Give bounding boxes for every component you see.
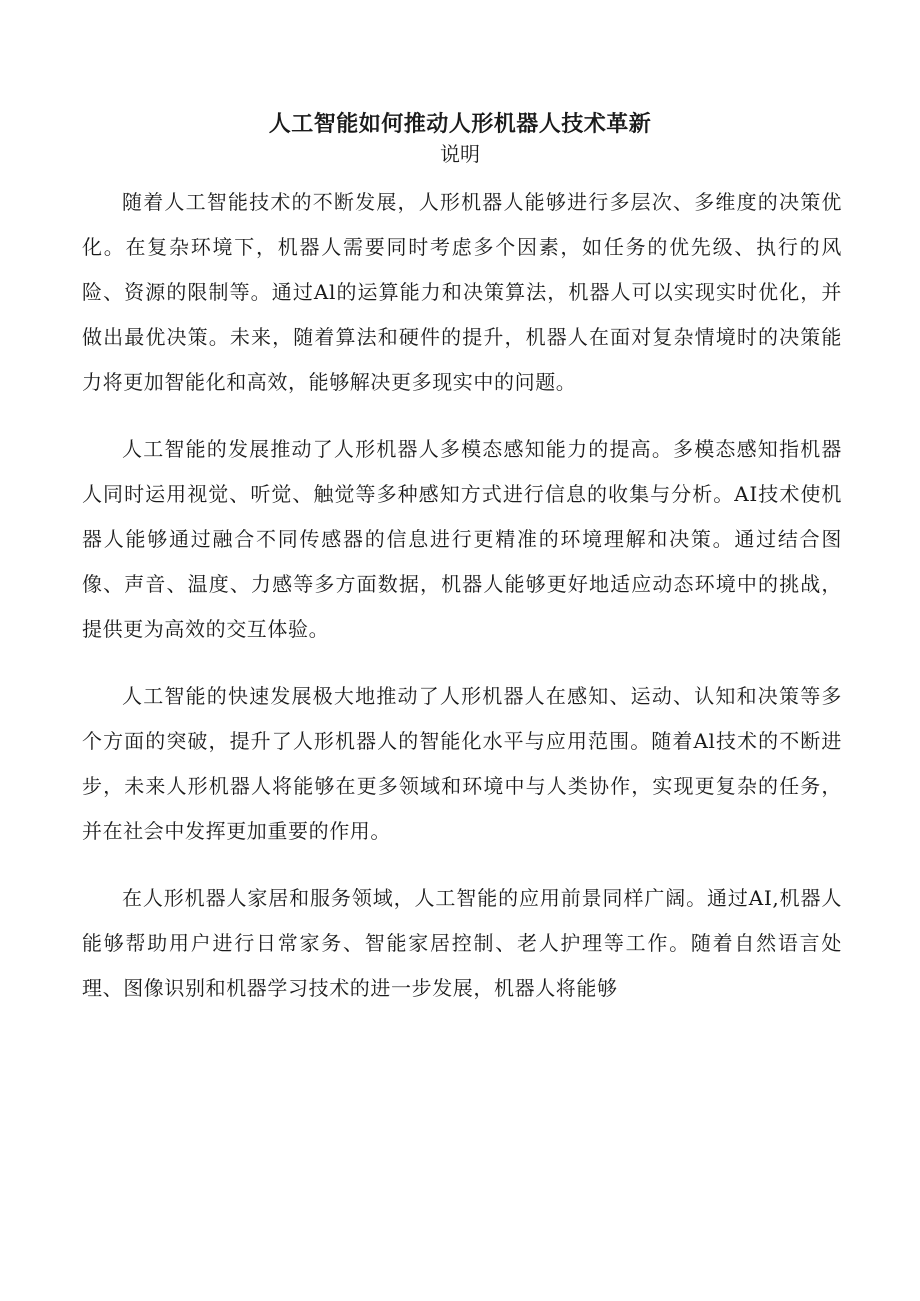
document-subtitle: 说明 bbox=[440, 142, 480, 166]
document-title: 人工智能如何推动人形机器人技术革新 bbox=[268, 111, 652, 137]
paragraph-1: 随着人工智能技术的不断发展，人形机器人能够进行多层次、多维度的决策优化。在复杂环境下，机器人需要同时考虑多个因素，如任务的优先级、执行的风险、资源的限制等。通过Al的运算能力和决策算法，机器人可以实现实时优化，并做出最优决策。未来，随着算法和硬件的提升，机器人在面对复杂情境时的决策能力将更加智能化和高效，能够解决更多现实中的问题。 bbox=[82, 190, 842, 394]
paragraph-3: 人工智能的快速发展极大地推动了人形机器人在感知、运动、认知和决策等多个方面的突破，提升了人形机器人的智能化水平与应用范围。随着Al技术的不断进步，未来人形机器人将能够在更多领域和环境中与人类协作，实现更复杂的任务，并在社会中发挥更加重要的作用。 bbox=[82, 684, 842, 843]
document-body bbox=[82, 180, 842, 1033]
paragraph-4: 在人形机器人家居和服务领域，人工智能的应用前景同样广阔。通过AI,机器人能够帮助用户进行日常家务、智能家居控制、老人护理等工作。随着自然语言处理、图像识别和机器学习技术的进一步发展，机器人将能够 bbox=[82, 886, 842, 1000]
paragraph-2: 人工智能的发展推动了人形机器人多模态感知能力的提高。多模态感知指机器人同时运用视觉、听觉、触觉等多种感知方式进行信息的收集与分析。AI技术使机器人能够通过融合不同传感器的信息进行更精准的环境理解和决策。通过结合图像、声音、温度、力感等多方面数据，机器人能够更好地适应动态环境中的挑战，提供更为高效的交互体验。 bbox=[82, 437, 842, 641]
